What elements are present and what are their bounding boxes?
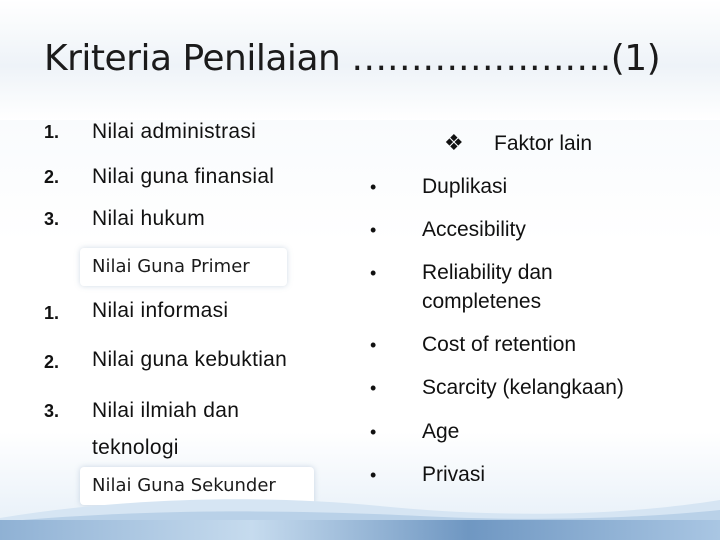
list-item: Privasi [422,463,486,486]
list-item: Nilai ilmiah dan teknologi [92,399,240,459]
list-item: Reliability dan completenes [422,261,553,313]
sekunder-badge: Nilai Guna Sekunder [80,467,314,505]
list-item: Accesibility [422,218,526,241]
primer-badge: Nilai Guna Primer [80,248,287,286]
list-item: Nilai informasi [92,299,229,322]
list-item: Cost of retention [422,333,577,356]
list-number: 2. [44,352,60,372]
bullet-icon: • [370,263,377,283]
faktor-heading-text: Faktor lain [494,132,593,155]
list-number: 1. [44,303,60,323]
diamond-bullet-icon: ❖ [444,130,464,155]
bullet-icon: • [370,177,377,197]
list-number: 3. [44,401,60,421]
list-item: Nilai administrasi [92,120,257,143]
bullet-icon: • [370,378,377,398]
list-item: Age [422,420,460,443]
list-item: Nilai guna finansial [92,165,275,188]
list-number: 2. [44,167,60,187]
bullet-icon: • [370,220,377,240]
list-item: Nilai guna kebuktian [92,348,288,371]
list-number: 1. [44,122,60,142]
bullet-icon: • [370,465,377,485]
list-item: Scarcity (kelangkaan) [422,376,624,399]
footer-bar [0,520,720,540]
bullet-icon: • [370,335,377,355]
list-item: Nilai hukum [92,207,206,230]
bullet-icon: • [370,422,377,442]
list-item: Duplikasi [422,175,508,198]
slide-title: Kriteria Penilaian ………………….(1) [44,38,661,79]
list-number: 3. [44,209,60,229]
